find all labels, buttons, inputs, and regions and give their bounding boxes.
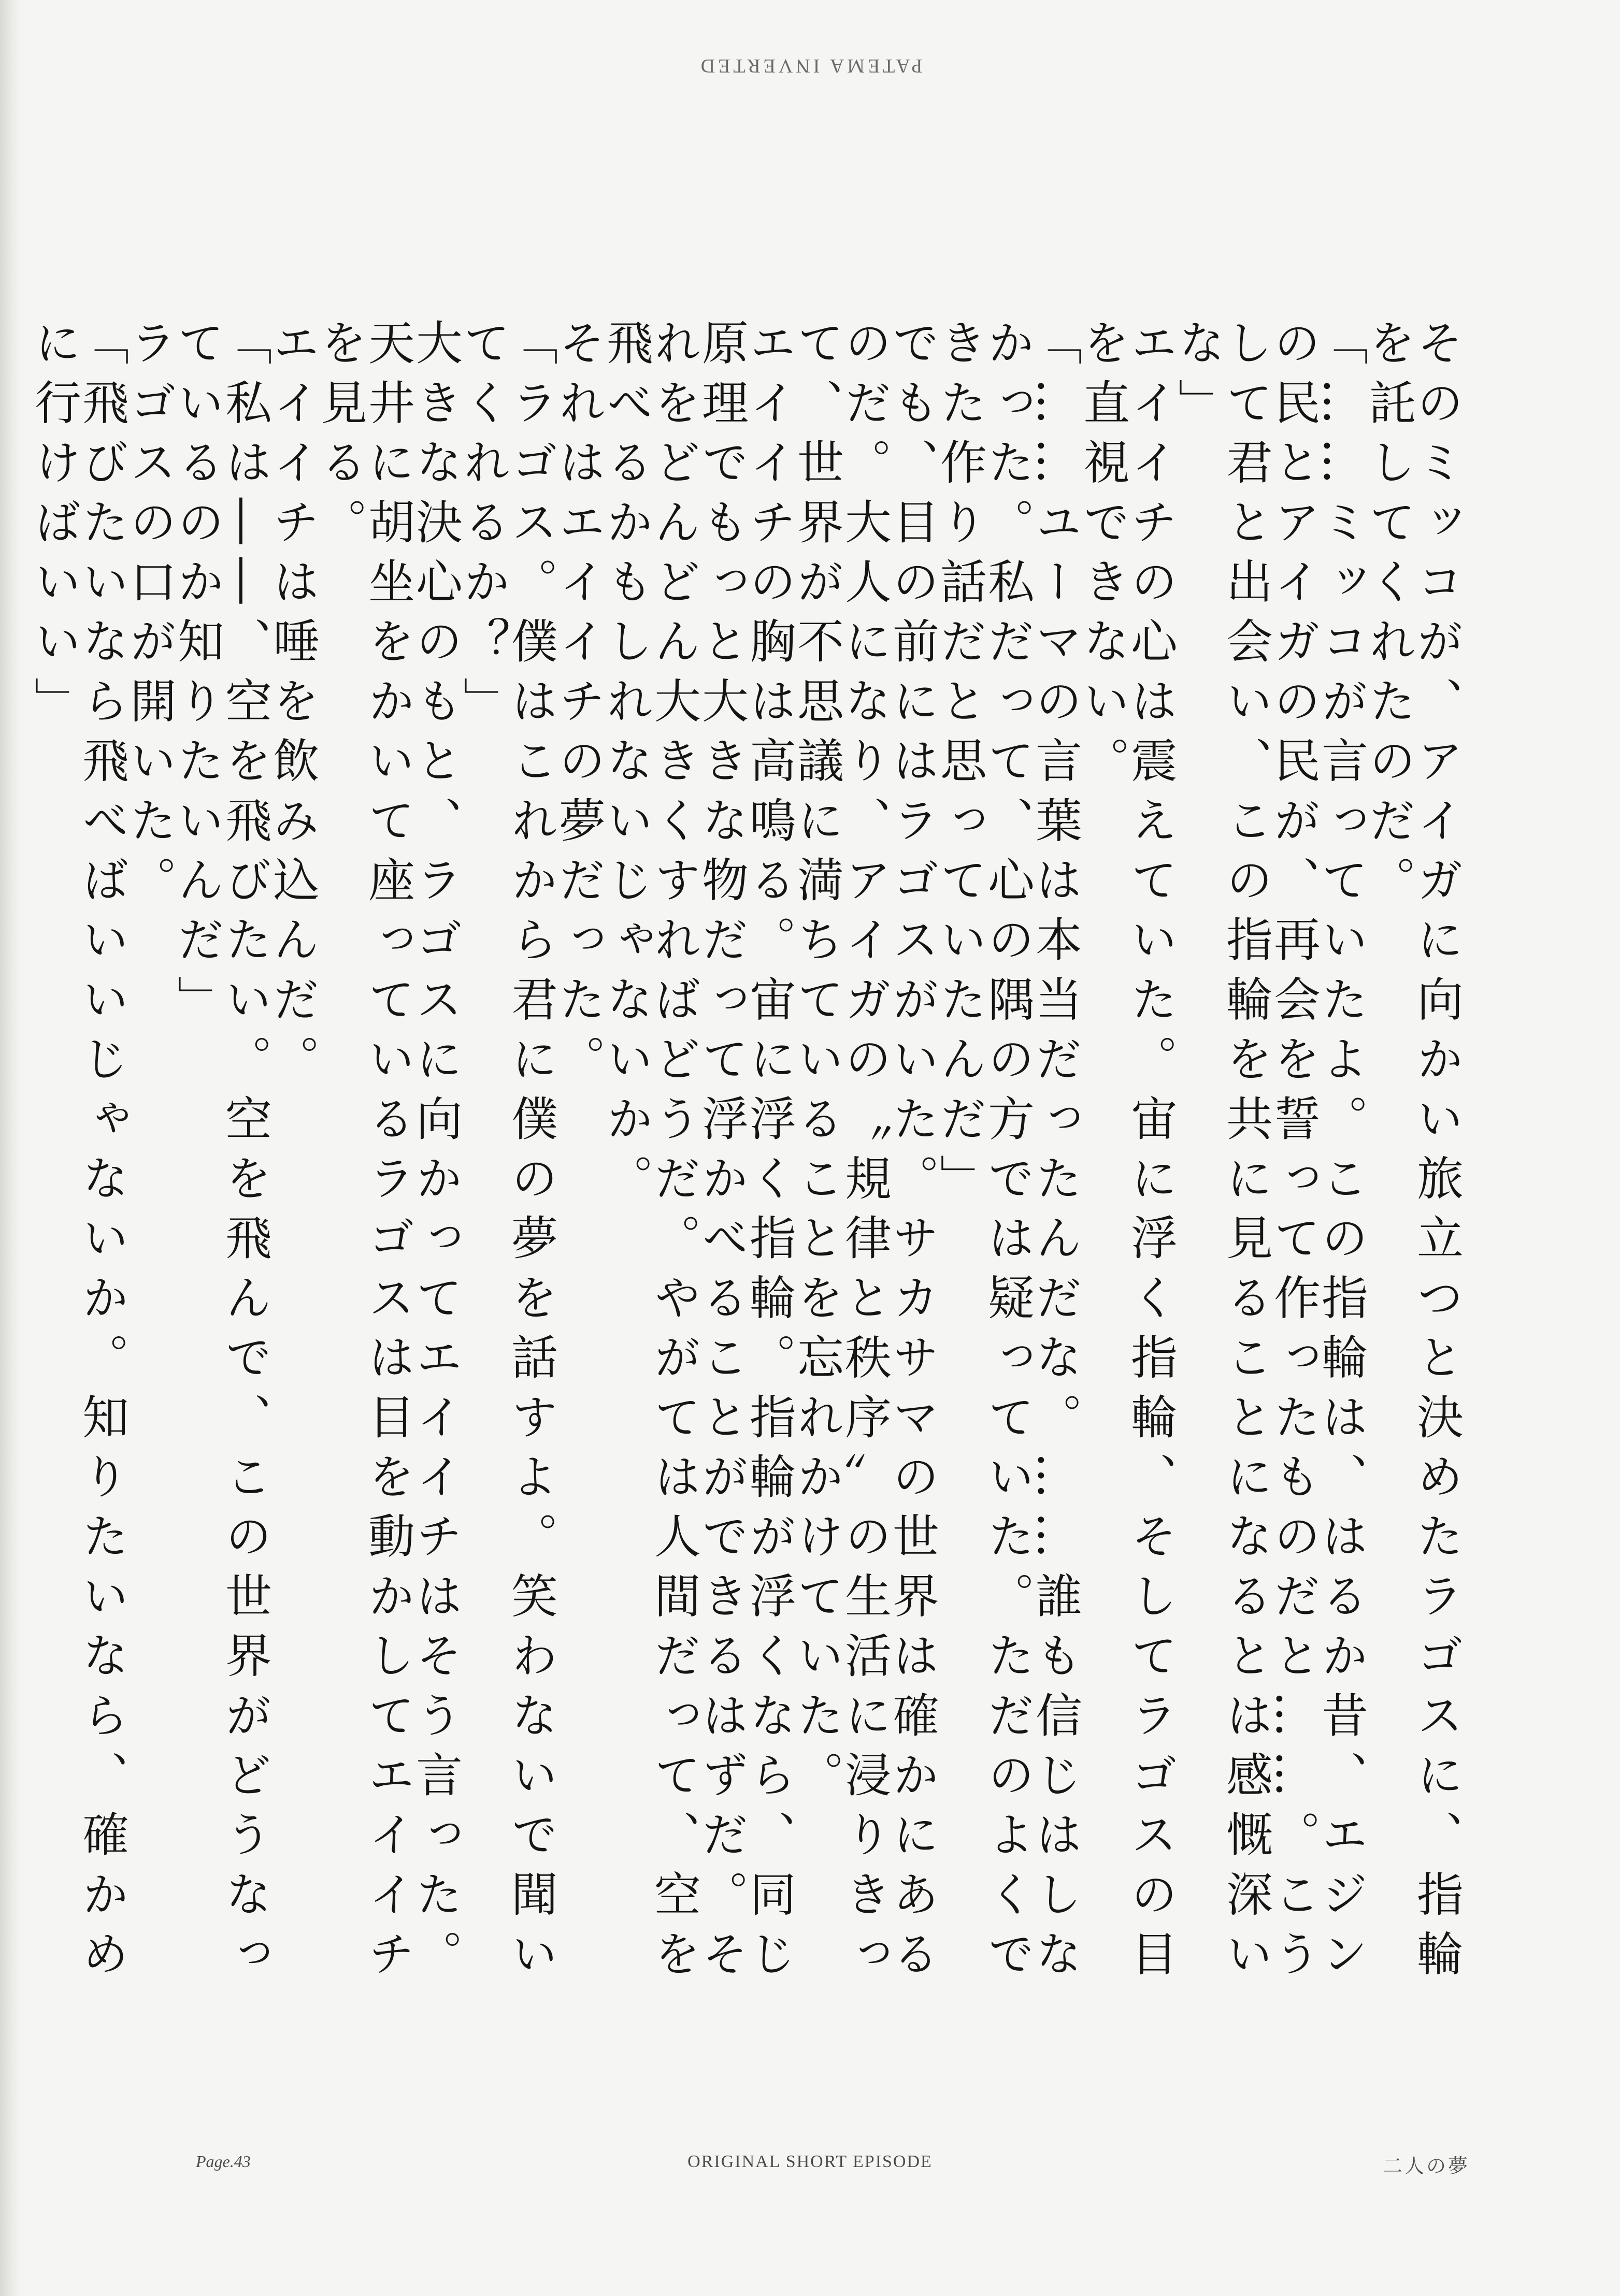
- footer-chapter-title: 二人の夢: [1382, 2155, 1470, 2177]
- paragraph: 「飛びたいなら飛べばいいじゃないか。知りたいなら、確かめに行けばいい」: [26, 319, 128, 1989]
- running-head-title: PATEMA INVERTED: [697, 55, 923, 77]
- paragraph: でも、目の前にはラゴスがいた。サカサマの世界は確かにあるのだ。大人になり、アイガの〝規律と秩序〟の生活に浸りきって、世界が不思議に満ちていることを忘れかけていた。: [789, 319, 939, 1989]
- paragraph: エイイチの心は震えていた。宙に浮く指輪、そしてラゴスの目を直視できない。: [1075, 319, 1177, 1989]
- page-number: Page.43: [196, 2152, 251, 2171]
- paragraph: エイイチは唾を飲み込んだ。: [265, 319, 319, 1094]
- paragraph: 「ラゴス。僕はこれから君に僕の夢を話すよ。笑わないで聞いてくれるか？」: [455, 319, 557, 1989]
- page-footer: [0, 2152, 1620, 2183]
- paragraph: 「……ミッコが言っていたよ。この指輪は、はるか昔、エジンの民とアイガの民が、再会を誓って作ったものだと……。こうして君と出会い、この指輪を共に見ることになるとは感慨深いな」: [1170, 319, 1368, 1989]
- paragraph: エイイチの胸は高鳴る。宙に浮く指輪。指輪が浮くなら、同じ原理でもっと大きな物だって浮かべることができるはずだ。それをどんどん大きくすればどうだ。やがては人間だって、空を飛べるかもしれないじゃないか。: [598, 319, 796, 1989]
- paragraph: 「私は――、空を飛びたい。空を飛んで、この世界がどうなっているのか知りたいんだ」: [169, 319, 271, 1989]
- paragraph: そのミッコが、アイガに向かい旅立つと決めたラゴスに、指輪を託してくれたのだ。: [1361, 319, 1463, 1989]
- footer-series-title: ORIGINAL SHORT EPISODE: [687, 2152, 933, 2171]
- page-binding-edge: [0, 0, 21, 2296]
- vertical-body-text: [26, 319, 1463, 2002]
- paragraph: 大きな決心のもと、ラゴスに向かってエイイチはそう言った。天井に胡坐をかいて座っているラゴスは目を動かしてエイイチを見る。: [312, 319, 462, 1989]
- paragraph: それはエイイチの夢だった。: [551, 319, 605, 1094]
- paragraph: 「……ユーマの言葉は本当だったんだな。……誰も信じはしなかった。私だって、心の隅の方では疑っていた。ただのよくできた作り話だと思っていたんだ」: [932, 319, 1082, 1989]
- paragraph: ラゴスの口が開いた。: [122, 319, 176, 915]
